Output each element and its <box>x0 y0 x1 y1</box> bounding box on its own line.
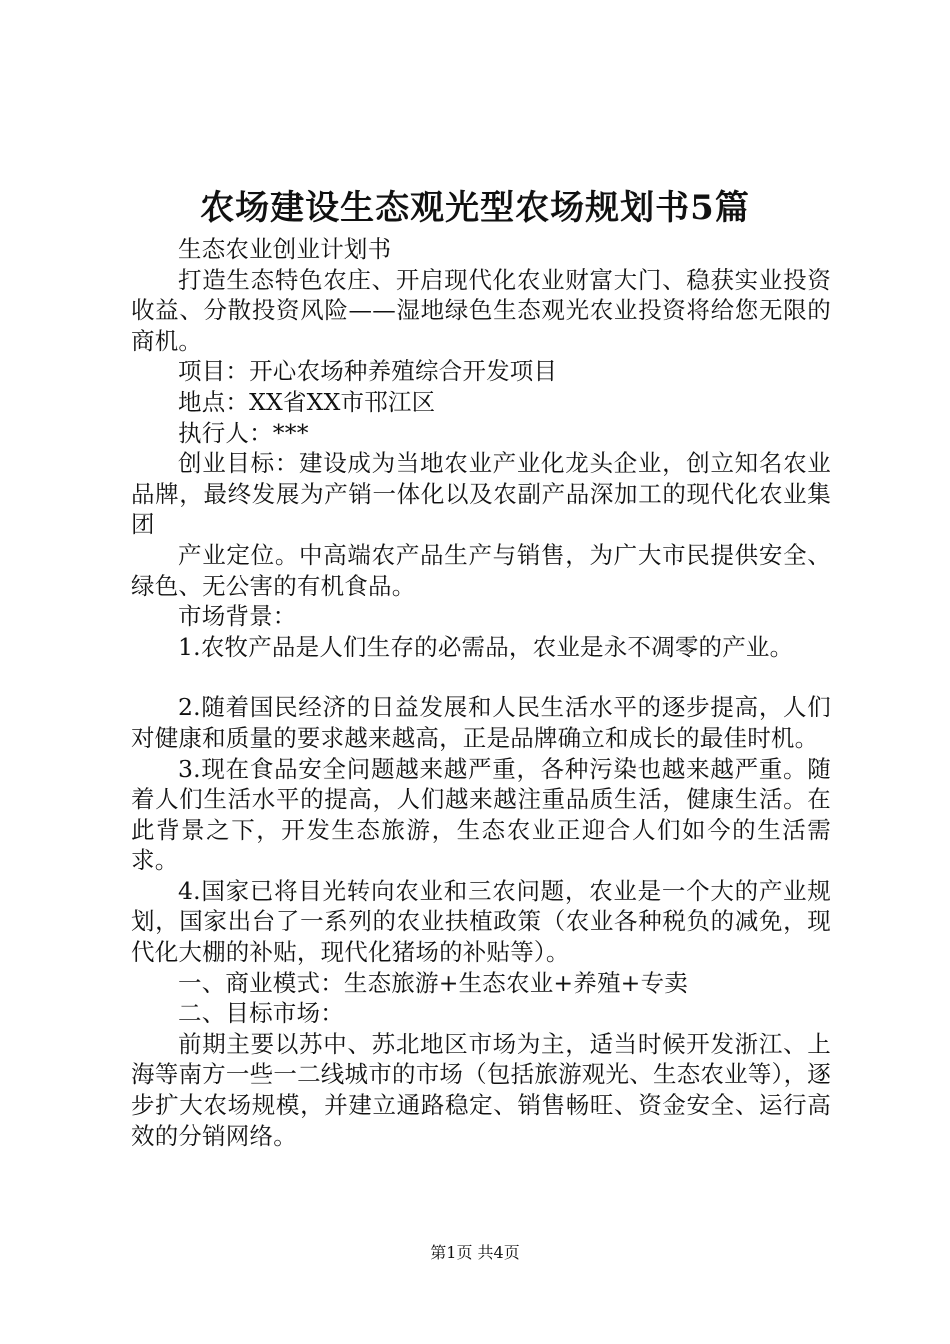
paragraph-point-3: 3.现在食品安全问题越来越严重，各种污染也越来越严重。随着人们生活水平的提高，人们越来越注重品质生活，健康生活。在此背景之下，开发生态旅游，生态农业正迎合人们如今的生活需求。 <box>131 754 831 875</box>
paragraph-heading: 生态农业创业计划书 <box>178 235 392 263</box>
paragraph-location: 地点：XX省XX市邗江区 <box>178 387 436 416</box>
document-body <box>131 234 831 1151</box>
paragraph-project: 项目：开心农场种养殖综合开发项目 <box>178 357 558 386</box>
paragraph-target-market: 二、目标市场： <box>178 999 344 1028</box>
paragraph-point-1: 1.农牧产品是人们生存的必需品，农业是永不凋零的产业。 <box>178 632 794 661</box>
page-number: 第1页 共4页 <box>430 1243 520 1262</box>
paragraph-intro: 打造生态特色农庄、开启现代化农业财富大门、稳获实业投资收益、分散投资风险——湿地绿色生态观光农业投资将给您无限的商机。 <box>131 265 831 355</box>
paragraph-market-detail: 前期主要以苏中、苏北地区市场为主，适当时候开发浙江、上海等南方一些一二线城市的市场（包括旅游观光、生态农业等），逐步扩大农场规模，并建立通路稳定、销售畅旺、资金安全、运行高效的分销网络。 <box>131 1029 831 1150</box>
paragraph-positioning: 产业定位。中高端农产品生产与销售，为广大市民提供安全、绿色、无公害的有机食品。 <box>131 540 831 600</box>
paragraph-business-model: 一、商业模式：生态旅游+生态农业+养殖+专卖 <box>178 968 688 997</box>
paragraph-market-background: 市场背景： <box>178 602 297 631</box>
document-title: 农场建设生态观光型农场规划书5篇 <box>200 188 750 228</box>
paragraph-executor: 执行人：*** <box>178 418 309 447</box>
paragraph-point-2: 2.随着国民经济的日益发展和人民生活水平的逐步提高，人们对健康和质量的要求越来越高，正是品牌确立和成长的最佳时机。 <box>131 693 831 752</box>
paragraph-point-4: 4.国家已将目光转向农业和三农问题，农业是一个大的产业规划，国家出台了一系列的农业扶植政策（农业各种税负的减免，现代化大棚的补贴，现代化猪场的补贴等）。 <box>131 876 831 967</box>
paragraph-goal: 创业目标：建设成为当地农业产业化龙头企业，创立知名农业品牌，最终发展为产销一体化以及农副产品深加工的现代化农业集团 <box>131 449 831 539</box>
